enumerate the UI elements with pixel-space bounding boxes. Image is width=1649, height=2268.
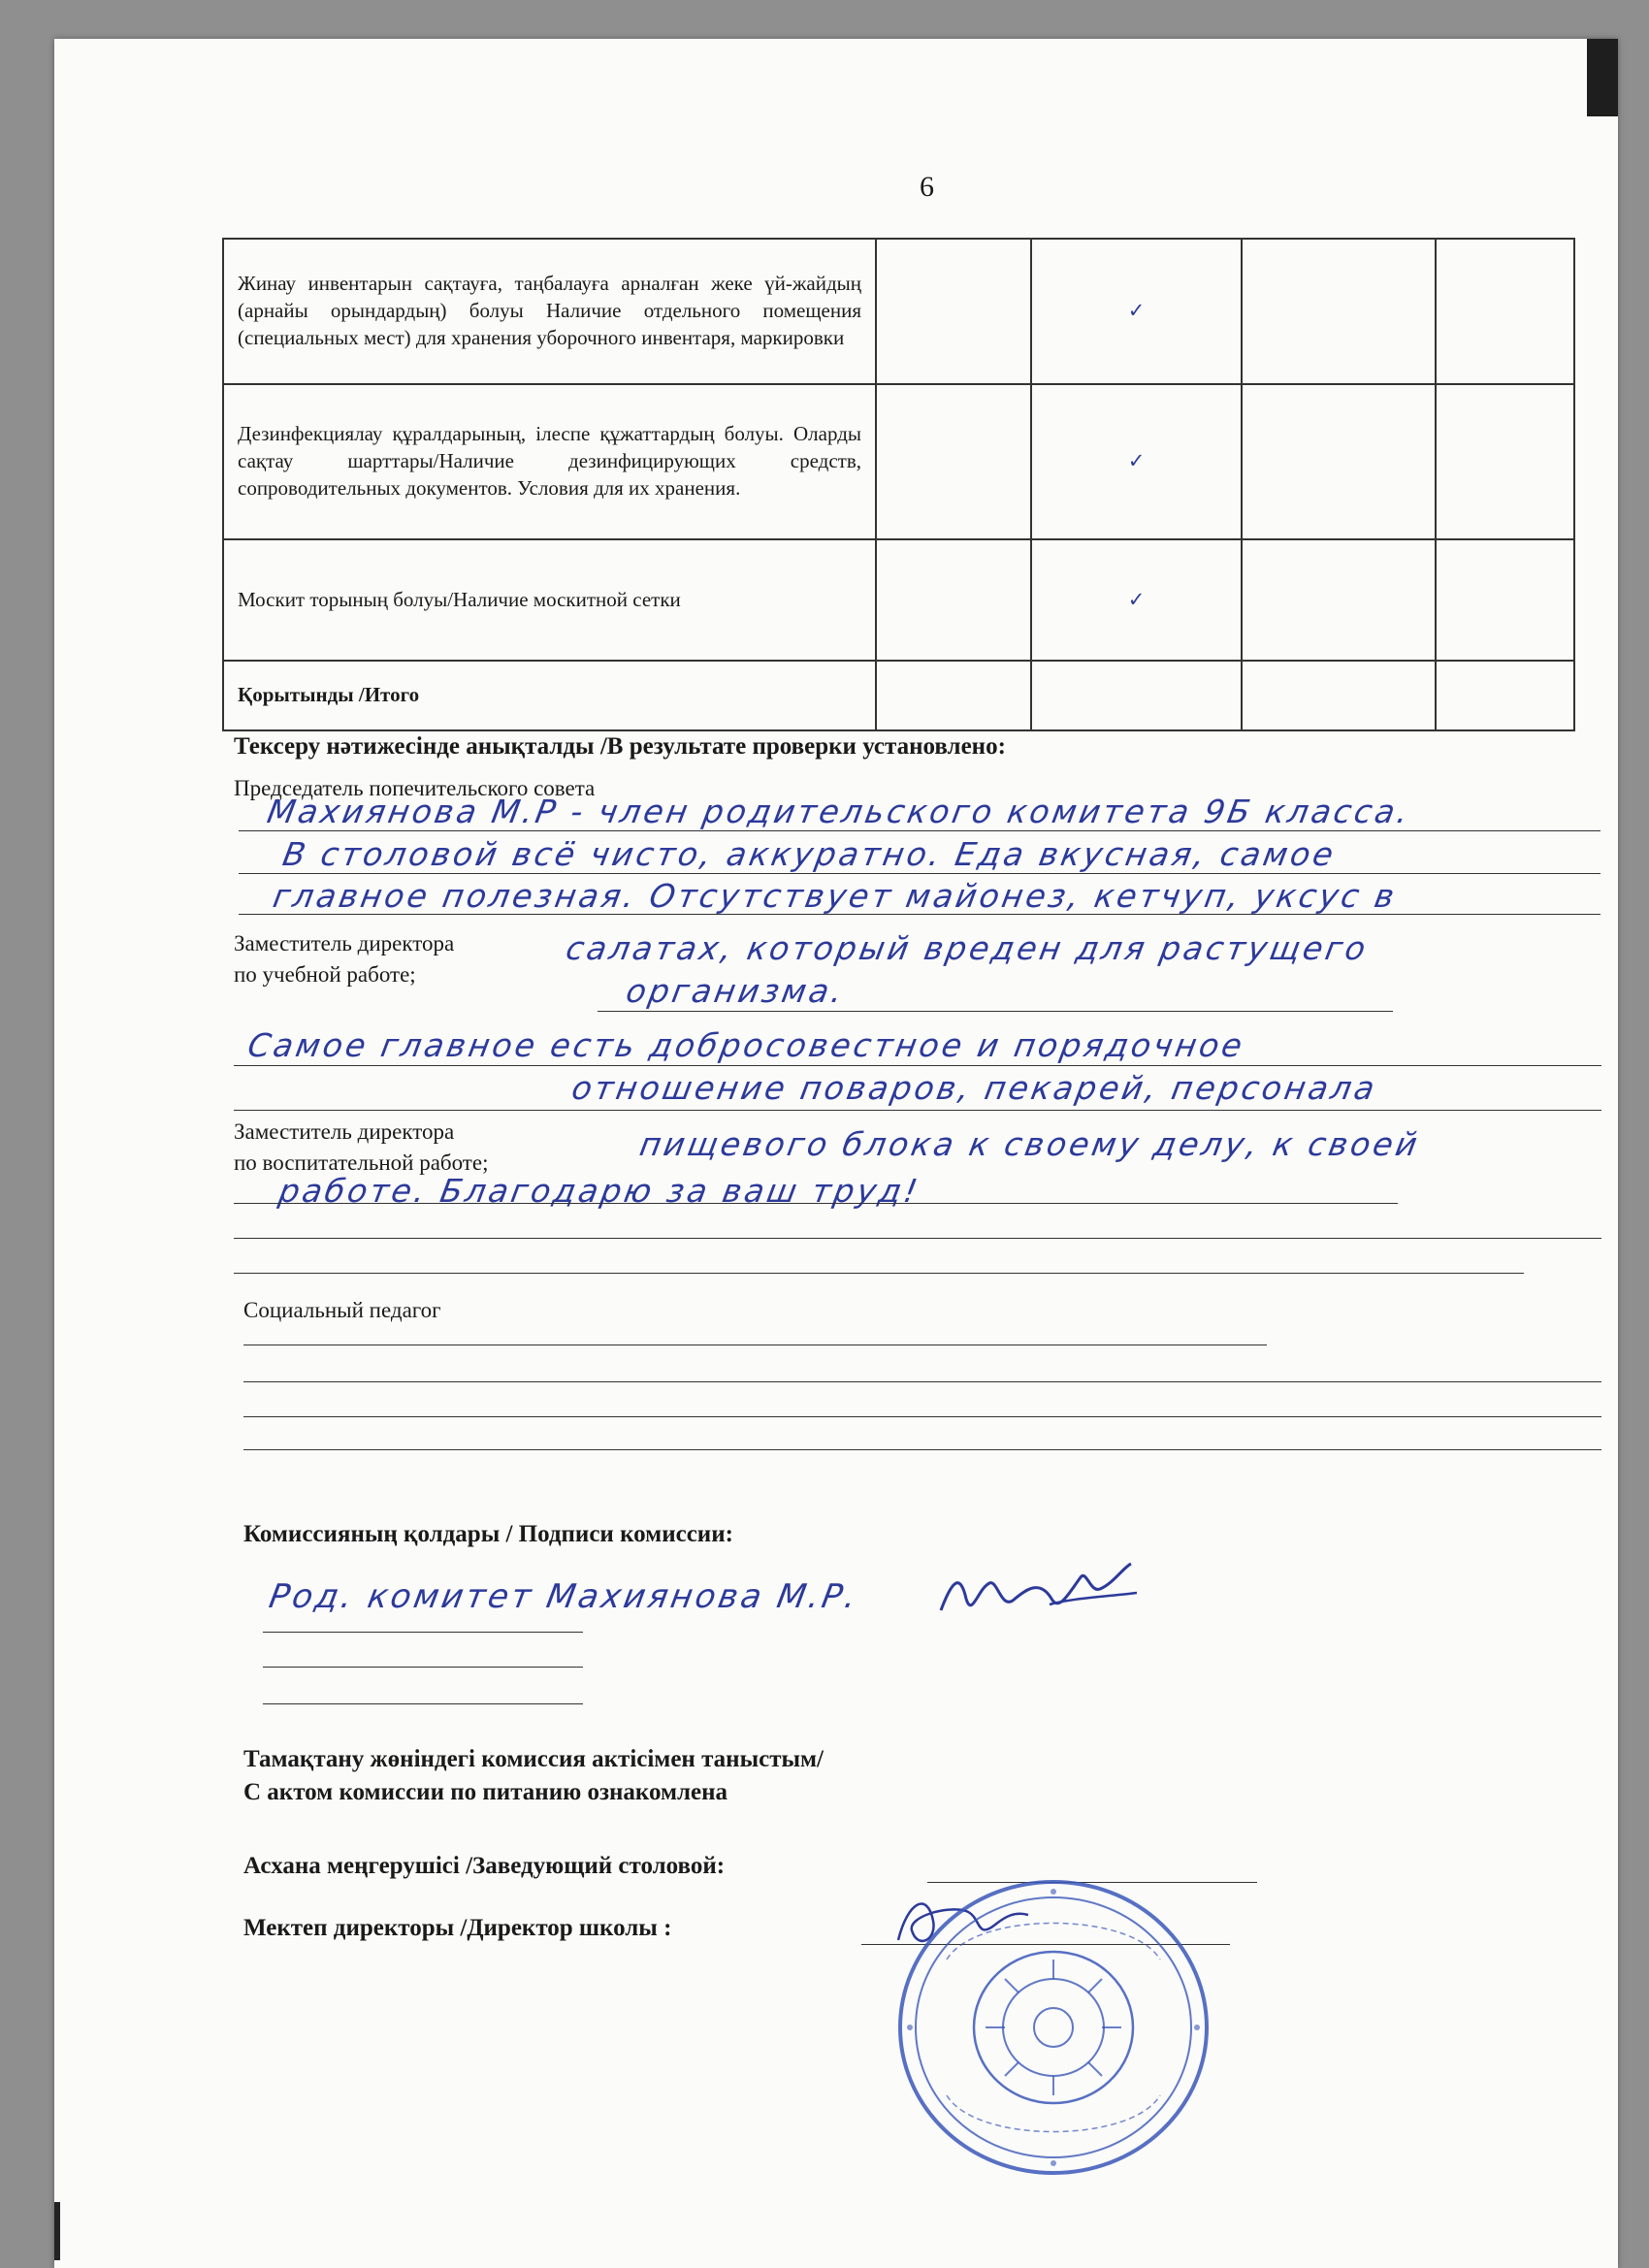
table-row-total [223,661,1574,730]
handwritten-line: главное полезная. Отсутствует майонез, кетчуп, уксус в [270,877,1401,915]
commission-signature [933,1560,1166,1628]
row-description: Дезинфекциялау құралдарының, ілеспе құжаттардың болуы. Оларды сақтау шарттары/Наличие дезинфицирующих средств, сопроводительных документов. Условия для их хранения. [223,384,876,539]
check-mark: ✓ [1031,539,1242,661]
handwritten-line: работе. Благодарю за ваш труд! [275,1172,923,1210]
commission-heading: Комиссияның қолдары / Подписи комиссии: [243,1521,733,1547]
scan-mark [54,2202,60,2260]
check-mark: ✓ [1031,239,1242,384]
row-description: Жинау инвентарын сақтауға, таңбалауға арналған жеке үй-жайдың (арнайы орындардың) болуы Наличие отдельного помещения (специальных мест) для хранения уборочного инвентаря, маркировки [223,239,876,384]
acknowledgement-kz: Тамақтану жөніндегі комиссия актісімен таныстым/ [243,1746,824,1772]
table-row [223,384,1574,539]
school-director-label: Мектеп директоры /Директор школы : [243,1915,672,1941]
inspection-table [222,238,1575,731]
deputy-study-label: по учебной работе; [234,962,416,987]
handwritten-line: Махиянова М.Р - член родительского комитета 9Б класса. [264,793,1414,830]
canteen-head-label: Асхана меңгерушісі /Заведующий столовой: [243,1853,726,1879]
deputy-edu-label: Заместитель директора [234,1119,455,1144]
handwritten-line: отношение поваров, пекарей, персонала [568,1069,1380,1107]
document-page [54,39,1618,2268]
social-pedagogue-label: Социальный педагог [243,1298,441,1322]
deputy-edu-label: по воспитательной работе; [234,1150,489,1175]
table-row [223,539,1574,661]
handwritten-line: В столовой всё чисто, аккуратно. Еда вкусная, самое [279,835,1340,873]
check-mark: ✓ [1031,384,1242,539]
official-stamp [889,1872,1218,2183]
handwritten-line: Самое главное есть добросовестное и порядочное [244,1026,1248,1064]
total-label: Қорытынды /Итого [223,661,876,730]
chairman-label: Председатель попечительского совета [234,776,596,800]
page-number: 6 [920,171,934,203]
handwritten-line: организма. [623,972,849,1010]
deputy-study-label: Заместитель директора [234,931,455,956]
result-heading: Тексеру нәтижесінде анықталды /В результате проверки установлено: [234,733,1006,760]
acknowledgement-ru: С актом комиссии по питанию ознакомлена [243,1779,728,1805]
handwritten-line: салатах, который вреден для растущего [563,929,1372,967]
scan-edge [1587,39,1618,116]
handwritten-signatures: Род. комитет Махиянова М.Р. [266,1577,862,1616]
row-description: Москит торының болуы/Наличие москитной сетки [223,539,876,661]
table-row [223,239,1574,384]
handwritten-line: пищевого блока к своему делу, к своей [636,1125,1423,1163]
